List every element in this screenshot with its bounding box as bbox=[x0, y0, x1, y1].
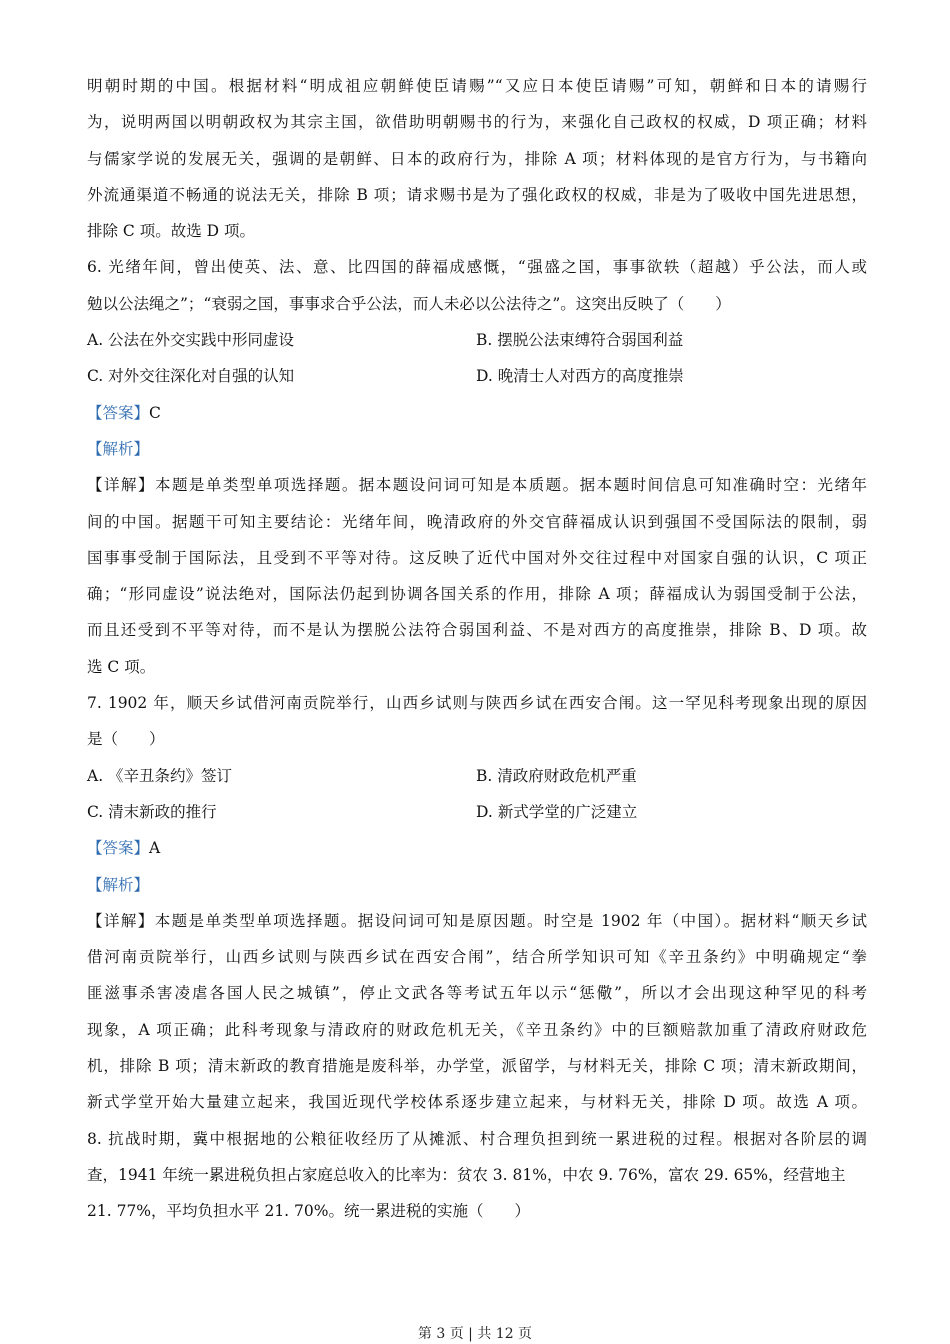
detail-line bbox=[87, 467, 867, 503]
detail-text: 本题是单类型单项选择题。据本题设问词可知是本质题。据本题时间信息可知准确时空：光绪年 bbox=[154, 476, 867, 495]
answer-line bbox=[87, 395, 867, 431]
answer-value: C bbox=[149, 403, 161, 422]
text-line: 明朝时期的中国。根据材料“明成祖应朝鲜使臣请赐”“又应日本使臣请赐”可知，朝鲜和日本的请赐行 bbox=[87, 77, 867, 95]
answer-label: 【答案】 bbox=[87, 839, 150, 858]
document-page bbox=[87, 68, 867, 1230]
option-b: B. 清政府财政危机严重 bbox=[476, 766, 637, 785]
detail-line: 新式学堂开始大量建立起来，我国近现代学校体系逐步建立起来，与材料无关，排除 D 项。故选 A 项。 bbox=[87, 1093, 867, 1112]
option-b: B. 摆脱公法束缚符合弱国利益 bbox=[476, 331, 684, 350]
options-row bbox=[87, 358, 867, 394]
options-row bbox=[87, 794, 867, 830]
text-line: 排除 C 项。故选 D 项。 bbox=[87, 222, 255, 241]
question-stem: 查，1941 年统一累进税负担占家庭总收入的比率为：贫农 3. 81%，中农 9. 76%，富农 29. 65%，经营地主 bbox=[87, 1165, 846, 1184]
question-stem: 7. 1902 年，顺天乡试借河南贡院举行，山西乡试则与陕西乡试在西安合闱。这一罕见科考现象出现的原因 bbox=[87, 694, 867, 713]
option-c: C. 清末新政的推行 bbox=[87, 802, 217, 821]
detail-line bbox=[87, 903, 867, 939]
question-stem: 21. 77%，平均负担水平 21. 70%。统一累进税的实施（ ） bbox=[87, 1202, 530, 1221]
detail-label: 【详解】 bbox=[87, 911, 155, 930]
detail-text: 本题是单类型单项选择题。据设问词可知是原因题。时空是 1902 年（中国）。据材料“顺天乡试 bbox=[154, 911, 867, 930]
page-footer: 第 3 页 | 共 12 页 bbox=[417, 1326, 533, 1342]
option-d: D. 新式学堂的广泛建立 bbox=[476, 802, 638, 821]
detail-line: 选 C 项。 bbox=[87, 657, 156, 676]
question-stem: 8. 抗战时期，冀中根据地的公粮征收经历了从摊派、村合理负担到统一累进税的过程。根据对各阶层的调 bbox=[87, 1129, 867, 1148]
text-line: 为，说明两国以明朝政权为其宗主国，欲借助明朝赐书的行为，来强化自己政权的权威，D 项正确；材料 bbox=[87, 113, 867, 132]
analysis-label: 【解析】 bbox=[87, 875, 150, 894]
detail-line: 匪滋事杀害凌虐各国人民之城镇”，停止文武各等考试五年以示“惩儆”，所以才会出现这种罕见的科考 bbox=[87, 984, 867, 1003]
text-line: 与儒家学说的发展无关，强调的是朝鲜、日本的政府行为，排除 A 项；材料体现的是官方行为，与书籍向 bbox=[87, 149, 867, 168]
text-line: 外流通渠道不畅通的说法无关，排除 B 项；请求赐书是为了强化政权的权威，非是为了吸收中国先进思想， bbox=[87, 185, 867, 204]
prev-answer-tail bbox=[87, 68, 867, 249]
detail-line: 间的中国。据题干可知主要结论：光绪年间，晚清政府的外交官薛福成认识到强国不受国际法的限制，弱 bbox=[87, 512, 867, 531]
question-stem: 是（ ） bbox=[87, 730, 165, 749]
question-6 bbox=[87, 249, 867, 685]
question-stem: 勉以公法绳之”；“衰弱之国，事事求合乎公法，而人未必以公法待之”。这突出反映了（ ） bbox=[87, 294, 731, 313]
option-c: C. 对外交往深化对自强的认知 bbox=[87, 367, 295, 386]
question-7 bbox=[87, 685, 867, 1121]
detail-line: 国事事受制于国际法，且受到不平等对待。这反映了近代中国对外交往过程中对国家自强的认识，C 项正 bbox=[87, 548, 867, 567]
options-row bbox=[87, 322, 867, 358]
option-a: A. 《辛丑条约》签订 bbox=[87, 766, 233, 785]
option-a: A. 公法在外交实践中形同虚设 bbox=[87, 331, 295, 350]
detail-line: 现象，A 项正确；此科考现象与清政府的财政危机无关，《辛丑条约》中的巨额赔款加重了清政府财政危 bbox=[87, 1020, 867, 1039]
detail-line: 机，排除 B 项；清末新政的教育措施是废科举，办学堂，派留学，与材料无关，排除 C 项；清末新政期间， bbox=[87, 1057, 867, 1076]
detail-line: 借河南贡院举行，山西乡试则与陕西乡试在西安合闱”，结合所学知识可知《辛丑条约》中明确规定“拳 bbox=[87, 948, 867, 967]
detail-label: 【详解】 bbox=[87, 476, 155, 495]
analysis-label: 【解析】 bbox=[87, 439, 150, 458]
detail-line: 确；“形同虚设”说法绝对，国际法仍起到协调各国关系的作用，排除 A 项；薛福成认为弱国受制于公法， bbox=[87, 585, 867, 604]
answer-line bbox=[87, 830, 867, 866]
option-d: D. 晚清士人对西方的高度推崇 bbox=[476, 367, 684, 386]
answer-value: A bbox=[149, 839, 161, 858]
answer-label: 【答案】 bbox=[87, 403, 150, 422]
detail-line: 而且还受到不平等对待，而不是认为摆脱公法符合弱国利益、不是对西方的高度推崇，排除 B、D 项。故 bbox=[87, 621, 867, 640]
options-row bbox=[87, 758, 867, 794]
question-8 bbox=[87, 1121, 867, 1230]
question-stem: 6. 光绪年间，曾出使英、法、意、比四国的薛福成感慨，“强盛之国，事事欲轶（超越）乎公法，而人或 bbox=[87, 258, 867, 277]
